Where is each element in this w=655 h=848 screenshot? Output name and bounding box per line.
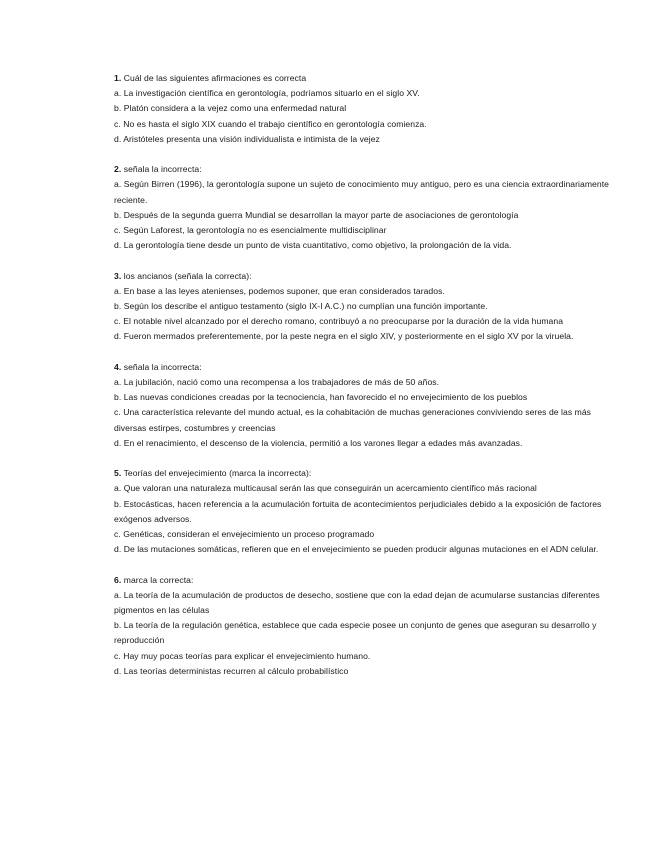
- question-title: [114, 71, 610, 86]
- option-a: a. En base a las leyes atenienses, podemos suponer, que eran considerados tarados.: [114, 285, 445, 296]
- option-a: a. Según Birren (1996), la gerontología supone un sujeto de conocimiento muy antiguo, pero es una ciencia extraordinariamente reciente.: [114, 179, 609, 205]
- option-b: b. Estocásticas, hacen referencia a la acumulación fortuita de acontecimientos perjudiciales debido a la exposición de factores exógenos adversos.: [114, 498, 602, 524]
- option-b: b. Después de la segunda guerra Mundial se desarrollan la mayor parte de asociaciones de gerontología: [114, 209, 519, 220]
- option-c: c. El notable nivel alcanzado por el derecho romano, contribuyó a no preocuparse por la duración de la vida humana: [114, 316, 564, 327]
- question-number: 4.: [114, 361, 122, 372]
- option-c: c. Genéticas, consideran el envejecimiento un proceso programado: [114, 529, 375, 540]
- question-title: [114, 573, 610, 588]
- option-a: a. La investigación científica en gerontología, podríamos situarlo en el siglo XV.: [114, 88, 420, 99]
- question-4: [114, 360, 610, 451]
- option-d: d. Fueron mermados preferentemente, por la peste negra en el siglo XIV, y posteriormente en el siglo XV por la viruela.: [114, 331, 574, 342]
- question-text: los ancianos (señala la correcta):: [123, 270, 252, 281]
- option-d: d. Las teorías deterministas recurren al cálculo probabilístico: [114, 665, 349, 676]
- option-a: a. Que valoran una naturaleza multicausal serán las que conseguirán un acercamiento científico más racional: [114, 483, 537, 494]
- option-c: c. Hay muy pocas teorías para explicar el envejecimiento humano.: [114, 650, 371, 661]
- option-a: a. La jubilación, nació como una recompensa a los trabajadores de más de 50 años.: [114, 377, 440, 388]
- option-d: d. La gerontología tiene desde un punto de vista cuantitativo, como objetivo, la prolongación de la vida.: [114, 240, 512, 251]
- question-text: Cuál de las siguientes afirmaciones es correcta: [123, 73, 307, 83]
- option-d: d. En el renacimiento, el descenso de la violencia, permitió a los varones llegar a edades más avanzadas.: [114, 437, 523, 448]
- option-b: b. Platón considera a la vejez como una enfermedad natural: [114, 103, 347, 114]
- option-d: d. De las mutaciones somáticas, refieren que en el envejecimiento se pueden producir algunas mutaciones en el ADN celular.: [114, 544, 599, 555]
- option-c: c. No es hasta el siglo XIX cuando el trabajo científico en gerontología comienza.: [114, 118, 427, 129]
- question-2: [114, 162, 610, 253]
- question-number: 2.: [114, 164, 122, 175]
- question-number: 3.: [114, 270, 122, 281]
- option-b: b. Según los describe el antiguo testamento (siglo IX-I A.C.) no cumplían una función importante.: [114, 301, 488, 312]
- question-1: [114, 71, 610, 147]
- question-number: 5.: [114, 468, 122, 479]
- question-title: [114, 269, 610, 284]
- option-d: d. Aristóteles presenta una visión individualista e intimista de la vejez: [114, 133, 380, 144]
- option-c: c. Según Laforest, la gerontología no es esencialmente multidisciplinar: [114, 225, 387, 236]
- option-c: c. Una característica relevante del mundo actual, es la cohabitación de muchas generaciones conviviendo seres de las más diversas estirpes, costumbres y creencias: [114, 407, 592, 433]
- question-text: Teorías del envejecimiento (marca la incorrecta):: [123, 468, 312, 479]
- question-3: [114, 269, 610, 345]
- question-5: [114, 466, 610, 557]
- question-6: [114, 573, 610, 679]
- document-page: [114, 71, 610, 694]
- option-b: b. Las nuevas condiciones creadas por la tecnociencia, han favorecido el no envejecimiento de los pueblos: [114, 392, 528, 403]
- question-title: [114, 466, 610, 481]
- question-text: señala la incorrecta:: [123, 361, 202, 372]
- question-text: señala la incorrecta:: [123, 164, 202, 175]
- option-b: b. La teoría de la regulación genética, establece que cada especie posee un conjunto de genes que aseguran su desarrollo y reproducción: [114, 620, 597, 646]
- question-number: 1.: [114, 73, 122, 83]
- question-title: [114, 360, 610, 375]
- question-number: 6.: [114, 574, 122, 585]
- option-a: a. La teoría de la acumulación de productos de desecho, sostiene que con la edad dejan de acumularse sustancias diferentes pigmentos en las células: [114, 589, 600, 616]
- question-title: [114, 162, 610, 177]
- question-text: marca la correcta:: [123, 574, 194, 585]
